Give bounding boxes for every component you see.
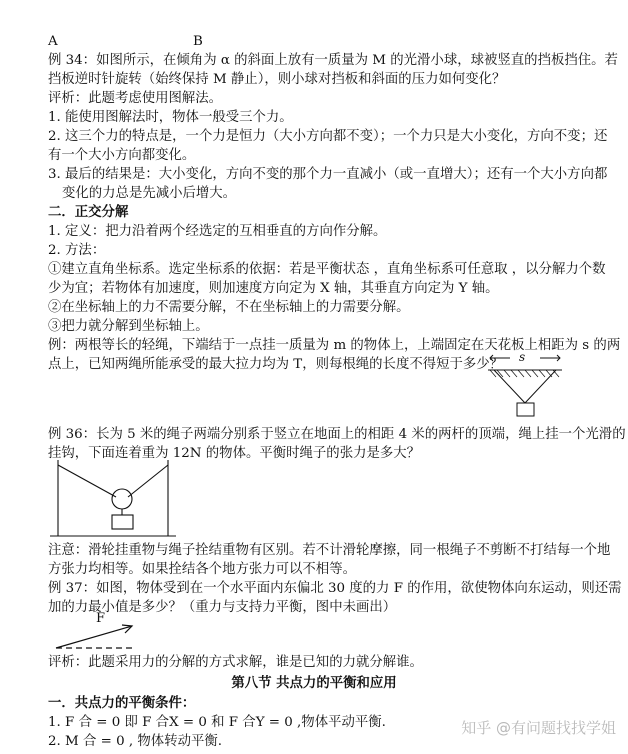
method1-line2: 少为宜；若物体有加速度，则加速度方向定为 X 轴，其垂直方向定为 Y 轴。 (48, 281, 499, 296)
ex34-point2a: 2. 这三个力的特点是，一个力是恒力（大小方向都不变）；一个力只是大小变化，方向不变；还 (48, 129, 608, 144)
method3: ③把力就分解到坐标轴上。 (48, 319, 209, 334)
condition1: 1. F 合 = 0 即 F 合X = 0 和 F 合Y = 0 ,物体平动平衡. (48, 715, 386, 730)
ex37-line1: 例 37：如图，物体受到在一个水平面内东偏北 30 度的力 F 的作用，欲使物体向东运动，则还需 (48, 581, 622, 596)
ex37-analysis: 评析：此题采用力的分解的方式求解，谁是已知的力就分解谁。 (48, 655, 423, 670)
section8-heading: 一．共点力的平衡条件： (48, 695, 196, 711)
figure-s-label: s (519, 350, 526, 364)
ex34-point2b: 有一个大小方向都变化。 (48, 148, 196, 163)
figure-f-label: F (96, 611, 106, 626)
watermark: 知乎 @有问题找找学姐 (461, 719, 616, 737)
ex34-analysis: 评析：此题考虑使用图解法。 (48, 91, 223, 106)
ex34-line2: 挡板逆时针旋转（始终保持 M 静止），则小球对挡板和斜面的压力如何变化？ (48, 72, 506, 87)
ex34-point1: 1. 能使用图解法时，物体一般受三个力。 (48, 110, 293, 125)
section2-definition: 1. 定义：把力沿着两个经选定的互相垂直的方向作分解。 (48, 224, 387, 239)
ex37-line2: 加的力最小值是多少？（重力与支持力平衡，图中未画出） (48, 600, 397, 615)
method1-line1: ①建立直角坐标系。选定坐标系的依据：若是平衡状态 ，直角坐标系可任意取 ，以分解力个数 (48, 262, 606, 277)
fig-label-b: B (193, 34, 203, 49)
section2-method: 2. 方法： (48, 243, 106, 258)
note-line2: 方张力均相等。如果拴结各个地方张力可以不相等。 (48, 562, 356, 577)
section2-heading: 二．正交分解 (48, 204, 129, 220)
ex34-line1: 例 34：如图所示，在倾角为 α 的斜面上放有一质量为 M 的光滑小球，球被竖直的挡板挡住。若 (48, 53, 618, 68)
rope-example-line1: 例：两根等长的轻绳，下端结于一点挂一质量为 m 的物体上，上端固定在天花板上相距为 s 的两 (48, 338, 621, 353)
method2: ②在坐标轴上的力不需要分解，不在坐标轴上的力需要分解。 (48, 300, 410, 315)
condition2: 2. M 合 = 0 , 物体转动平衡. (48, 734, 223, 749)
note-line1: 注意：滑轮挂重物与绳子拴结重物有区别。若不计滑轮摩擦，同一根绳子不剪断不打结每一个地 (48, 543, 611, 558)
fig-label-a: A (48, 34, 58, 49)
section8-title: 第八节 共点力的平衡和应用 (231, 675, 397, 691)
ex36-line2: 挂钩，下面连着重为 12N 的物体。平衡时绳子的张力是多大？ (48, 446, 421, 461)
ex34-point3a: 3. 最后的结果是：大小变化，方向不变的那个力一直减小（或一直增大）；还有一个大小方向都 (48, 167, 608, 182)
ex36-line1: 例 36：长为 5 米的绳子两端分别系于竖立在地面上的相距 4 米的两杆的顶端，绳上挂一个光滑的 (48, 427, 626, 442)
rope-example-line2: 点上，已知两绳所能承受的最大拉力均为 T，则每根绳的长度不得短于多少？ (48, 357, 504, 372)
ex34-point3b: 变化的力总是先减小后增大。 (62, 186, 237, 201)
